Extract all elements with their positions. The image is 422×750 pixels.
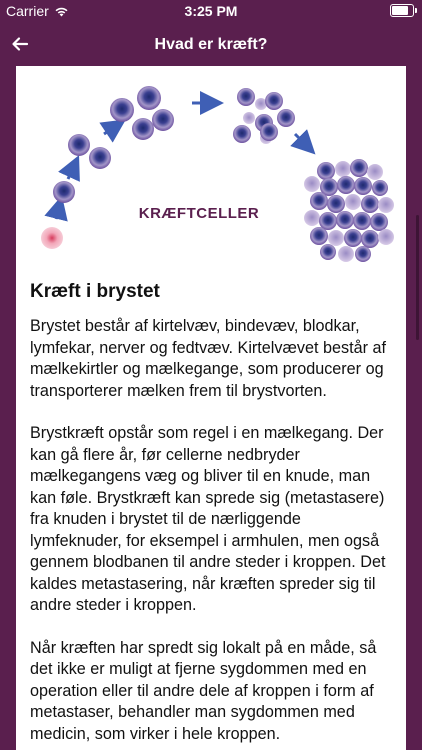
illustration-label: KRÆFTCELLER — [138, 205, 260, 222]
battery-level — [392, 6, 408, 15]
content-card — [16, 66, 406, 750]
page-title: Hvad er kræft? — [154, 36, 268, 53]
navigation-bar — [0, 22, 422, 66]
status-time: 3:25 PM — [184, 3, 238, 19]
cancer-cell-stage-2 — [68, 134, 111, 169]
battery-icon — [390, 4, 414, 17]
cancer-cell-stage-1 — [53, 181, 75, 203]
article-heading: Kræft i brystet — [30, 281, 160, 302]
scrollbar[interactable] — [416, 215, 419, 340]
article-paragraph: Brystet består af kirtelvæv, bindevæv, blodkar, lymfekar, nerver og fedtvæv. Kirtelvævet består af mælkekirtler og mælkegange, som producerer og transporterer mælken frem til brystvorten. — [30, 317, 386, 400]
cancer-cells-illustration — [16, 66, 406, 266]
cancer-cell-stage-4 — [233, 88, 295, 144]
carrier-label: Carrier — [6, 3, 49, 19]
article-paragraph: Brystkræft opstår som regel i en mælkegang. Der kan gå flere år, før cellerne nedbryder mælkegangens væg og bliver til en knude, man kan føle. Brystkræft kan sprede sig (metastasere) fra knuden i brystet til de nærliggende lymfeknuder, for eksempel i armhulen, men også gennem blodbanen til andre steder i kroppen. Det kaldes metastasering, når kræften spreder sig til andre steder i kroppen. — [30, 424, 386, 614]
cancer-cell-stage-3 — [110, 86, 174, 140]
article-body — [30, 316, 396, 750]
healthy-cell — [41, 227, 63, 249]
article-paragraph: Når kræften har spredt sig lokalt på en måde, så det ikke er muligt at fjerne sygdommen med en operation eller til andre dele af kroppen i form af metastaser, behandler man sygdommen med medicin, som virker i hele kroppen. — [30, 638, 377, 743]
status-bar — [0, 0, 422, 22]
tumor-cluster — [304, 159, 394, 262]
